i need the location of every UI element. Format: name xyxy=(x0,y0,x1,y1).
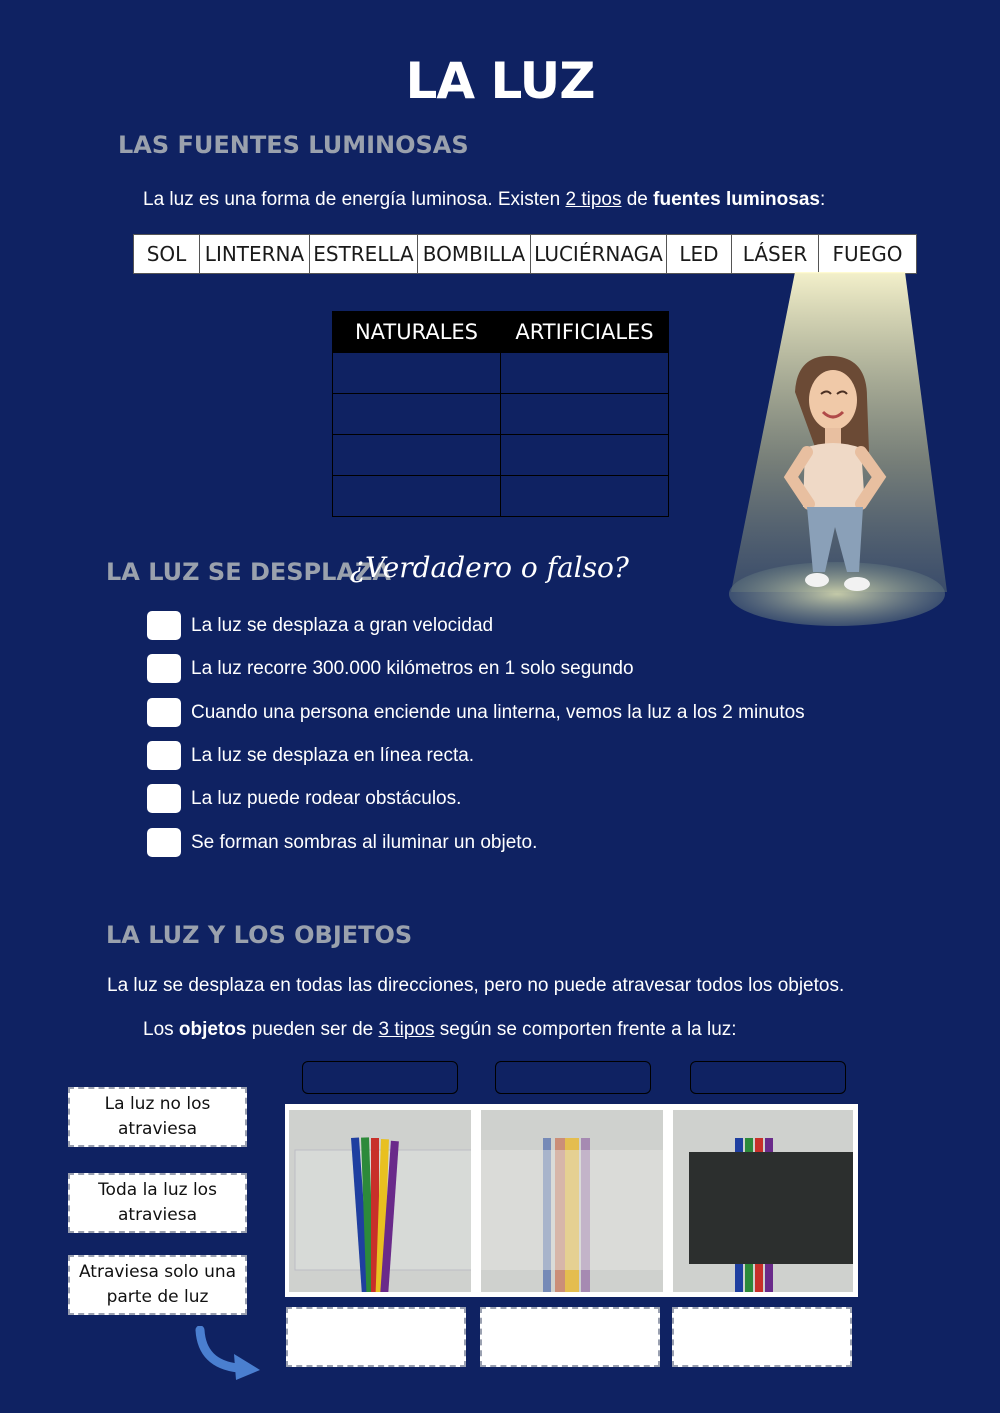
answer-card[interactable]: Atraviesa solo una parte de luz xyxy=(68,1255,247,1315)
intro-underlined: 2 tipos xyxy=(565,189,622,210)
intro-bold: fuentes luminosas xyxy=(653,189,820,210)
source-item[interactable]: FUEGO xyxy=(832,242,903,266)
intro-paragraph xyxy=(143,189,825,211)
source-item[interactable]: ESTRELLA xyxy=(310,235,418,273)
answer-card[interactable]: Toda la luz los atraviesa xyxy=(68,1173,247,1233)
header-artificiales: ARTIFICIALES xyxy=(501,312,669,353)
drop-zone-2[interactable] xyxy=(480,1307,660,1367)
curved-arrow-icon xyxy=(190,1326,265,1382)
para2-mid: pueden ser de xyxy=(246,1019,379,1040)
section-heading-fuentes: LAS FUENTES LUMINOSAS xyxy=(118,131,469,159)
object-type-blank-1[interactable] xyxy=(302,1061,458,1094)
statement-text: Cuando una persona enciende una linterna, vemos la luz a los 2 minutos xyxy=(191,701,805,723)
drop-cell[interactable] xyxy=(333,476,501,517)
answer-box[interactable] xyxy=(147,828,181,857)
header-naturales: NATURALES xyxy=(333,312,501,353)
answer-box[interactable] xyxy=(147,784,181,813)
photo-transparent xyxy=(289,1110,471,1292)
section-heading-desplaza: LA LUZ SE DESPLAZA xyxy=(106,558,391,586)
section-heading-objetos: LA LUZ Y LOS OBJETOS xyxy=(106,921,413,949)
para2-end: según se comporten frente a la luz: xyxy=(434,1019,737,1040)
source-item[interactable]: LINTERNA xyxy=(200,235,310,273)
answer-box[interactable] xyxy=(147,741,181,770)
statement-text: La luz puede rodear obstáculos. xyxy=(191,787,462,809)
statement-row xyxy=(147,611,493,640)
statement-row xyxy=(147,784,461,813)
pencil-photos xyxy=(285,1104,858,1297)
para2-bold: objetos xyxy=(178,1019,247,1040)
statement-row xyxy=(147,698,805,727)
objects-paragraph-1: La luz se desplaza en todas las direcciones, pero no puede atravesar todos los objetos. xyxy=(107,975,845,996)
source-item[interactable]: LÁSER xyxy=(732,235,819,273)
answer-box[interactable] xyxy=(147,698,181,727)
objects-paragraph-2 xyxy=(143,1019,737,1041)
statement-row xyxy=(147,828,537,857)
statement-text: Se forman sombras al iluminar un objeto. xyxy=(191,831,538,853)
drop-cell[interactable] xyxy=(333,435,501,476)
photo-translucent xyxy=(481,1110,663,1292)
intro-text-1: La luz es una forma de energía luminosa. Existen xyxy=(143,189,566,210)
drop-cell[interactable] xyxy=(501,435,669,476)
statement-row xyxy=(147,654,634,683)
object-type-blank-2[interactable] xyxy=(495,1061,651,1094)
drop-cell[interactable] xyxy=(333,353,501,394)
drop-zone-3[interactable] xyxy=(672,1307,852,1367)
classification-table xyxy=(332,311,669,517)
answer-card[interactable]: La luz no los atraviesa xyxy=(68,1087,247,1147)
source-item[interactable]: LED xyxy=(667,235,732,273)
para2-start: Los xyxy=(143,1019,179,1040)
intro-text-2: de xyxy=(621,189,654,210)
statement-text: La luz se desplaza en línea recta. xyxy=(191,744,475,766)
answer-box[interactable] xyxy=(147,611,181,640)
intro-end: : xyxy=(819,189,826,210)
source-item[interactable]: LUCIÉRNAGA xyxy=(531,235,667,273)
statement-text: La luz se desplaza a gran velocidad xyxy=(191,614,494,636)
source-item[interactable]: SOL xyxy=(134,235,200,273)
true-false-subheading: ¿Verdadero o falso? xyxy=(350,551,629,584)
spotlight-avatar-illustration xyxy=(725,272,950,630)
light-sources-bank xyxy=(133,234,917,274)
source-item[interactable]: BOMBILLA xyxy=(418,235,531,273)
drop-cell[interactable] xyxy=(333,394,501,435)
drop-cell[interactable] xyxy=(501,394,669,435)
drop-zone-1[interactable] xyxy=(286,1307,466,1367)
answer-box[interactable] xyxy=(147,654,181,683)
statement-row xyxy=(147,741,474,770)
statement-text: La luz recorre 300.000 kilómetros en 1 solo segundo xyxy=(191,657,634,679)
object-type-blank-3[interactable] xyxy=(690,1061,846,1094)
para2-underlined: 3 tipos xyxy=(378,1019,435,1040)
drop-cell[interactable] xyxy=(501,476,669,517)
page-title: LA LUZ xyxy=(405,52,595,110)
photo-opaque xyxy=(673,1110,853,1292)
drop-cell[interactable] xyxy=(501,353,669,394)
